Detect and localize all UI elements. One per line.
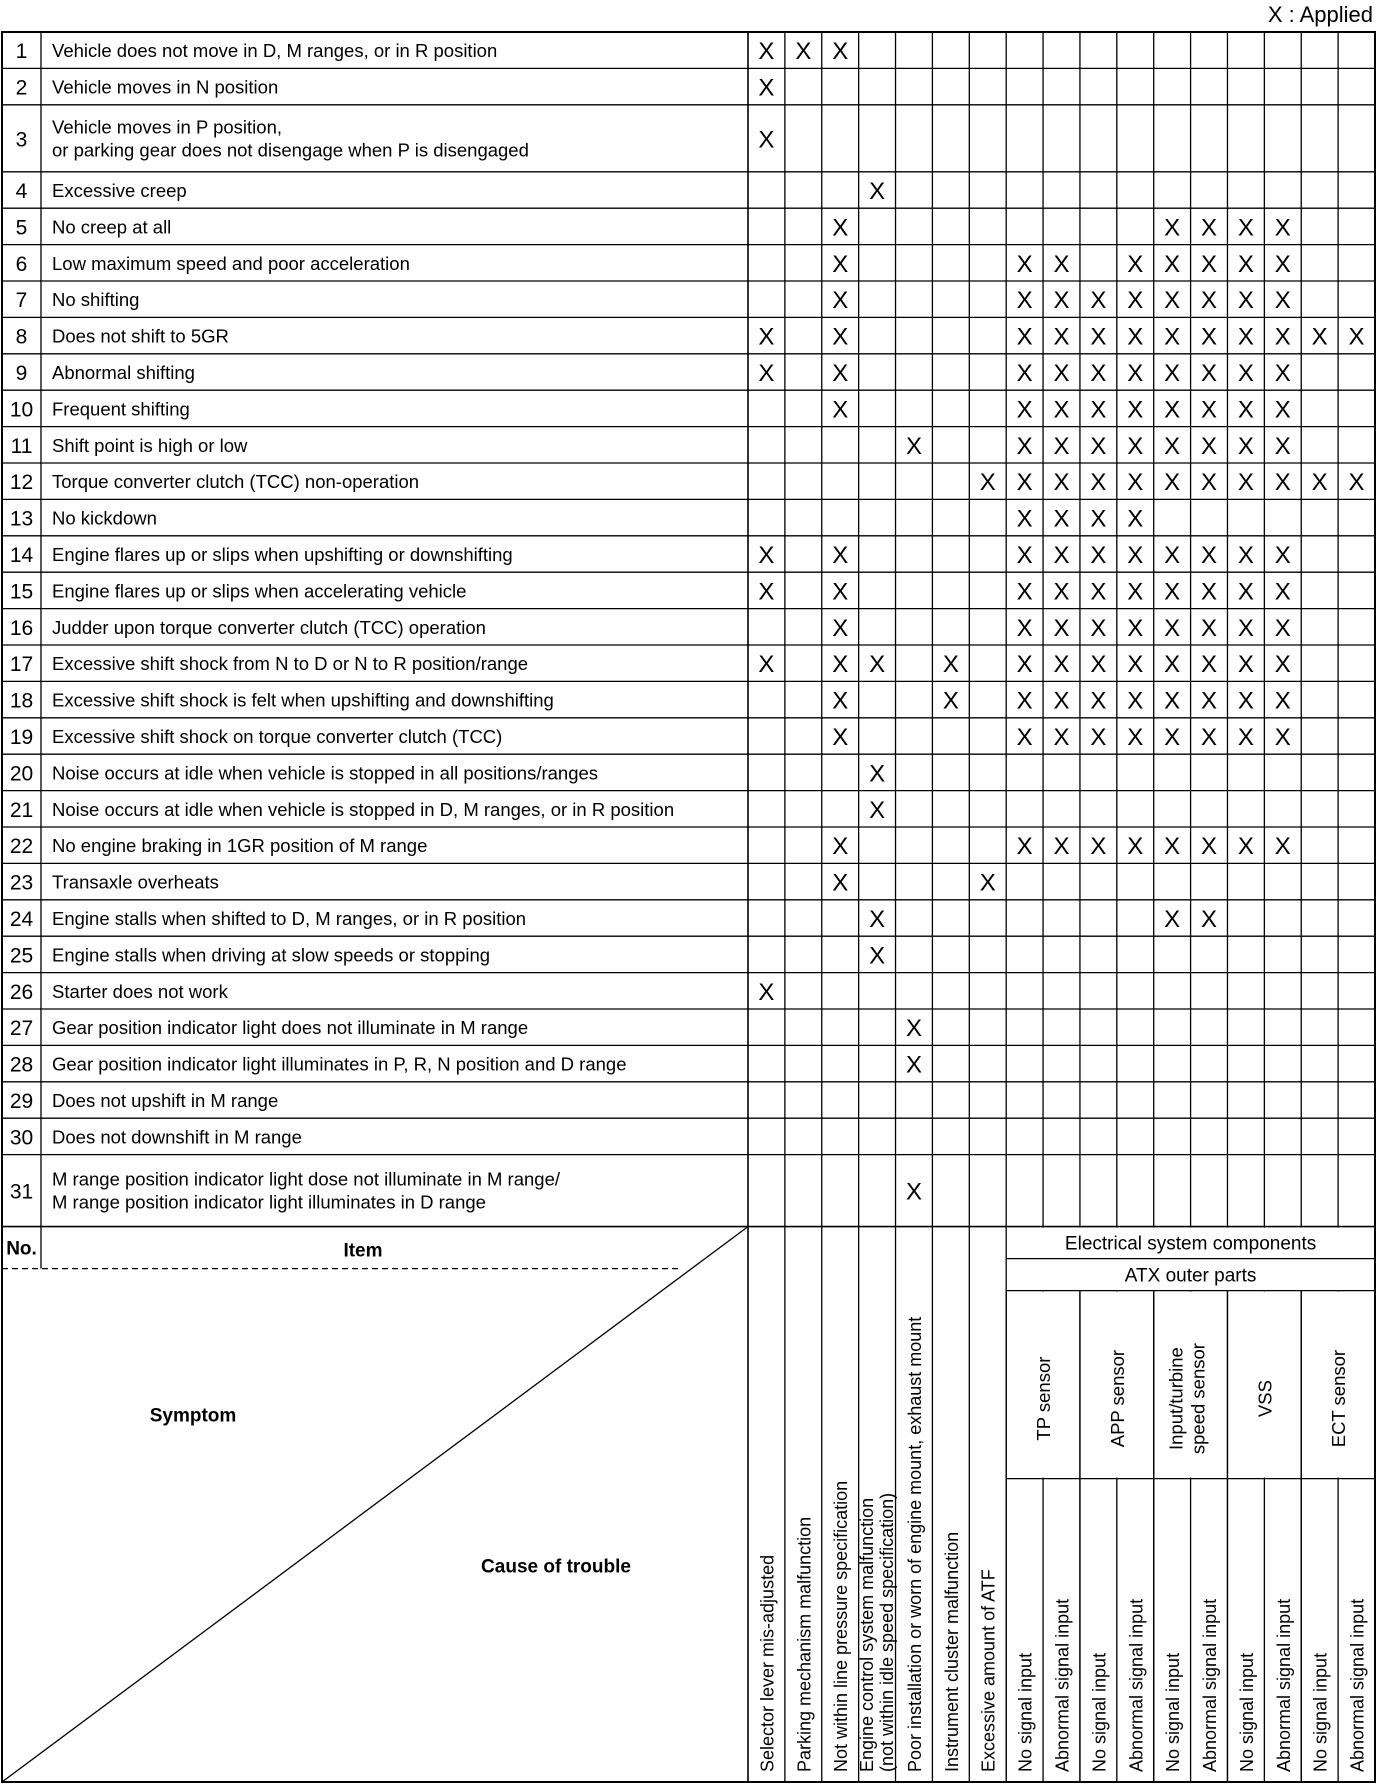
symptom-text: M range position indicator light dose not illuminate in M range/ — [52, 1168, 561, 1190]
applied-mark: X — [1090, 687, 1107, 715]
applied-mark: X — [1127, 505, 1144, 533]
applied-mark: X — [1016, 250, 1033, 278]
symptom-text: No shifting — [52, 289, 140, 311]
symptom-text: Engine flares up or slips when upshifting or downshifting — [52, 544, 513, 565]
applied-mark: X — [1201, 906, 1218, 933]
applied-mark: X — [1237, 396, 1254, 424]
row-number: 8 — [15, 325, 28, 349]
applied-mark: X — [1016, 651, 1033, 679]
applied-mark: X — [1053, 687, 1070, 715]
applied-mark: X — [1016, 542, 1033, 569]
applied-mark: X — [758, 126, 775, 154]
applied-mark: X — [1201, 432, 1218, 460]
applied-mark: X — [1127, 578, 1144, 606]
applied-mark: X — [1237, 724, 1254, 751]
legend-applied: X : Applied — [1267, 2, 1373, 27]
applied-mark: X — [1127, 687, 1144, 715]
applied-mark: X — [832, 869, 849, 897]
applied-mark: X — [1090, 469, 1107, 497]
applied-mark: X — [1237, 651, 1254, 679]
applied-mark: X — [869, 760, 886, 788]
applied-mark: X — [1164, 469, 1181, 497]
applied-mark: X — [1127, 396, 1144, 424]
applied-mark: X — [1053, 469, 1070, 497]
row-number: 30 — [9, 1126, 34, 1150]
applied-mark: X — [1016, 360, 1033, 387]
applied-mark: X — [869, 178, 886, 205]
row-number: 17 — [9, 653, 34, 677]
applied-mark: X — [1201, 833, 1218, 861]
applied-mark: X — [942, 651, 959, 679]
row-number: 20 — [9, 762, 34, 786]
applied-mark: X — [1274, 250, 1291, 278]
applied-mark: X — [1090, 396, 1107, 424]
cause-column-label: Engine control system malfunction — [857, 1497, 878, 1772]
symptom-text: Vehicle does not move in D, M ranges, or in R position — [52, 40, 498, 62]
applied-mark: X — [832, 287, 849, 315]
applied-mark: X — [1090, 578, 1107, 606]
applied-mark: X — [1237, 432, 1254, 460]
sensor-label: ECT sensor — [1328, 1349, 1350, 1448]
applied-mark: X — [832, 38, 849, 66]
applied-mark: X — [1237, 614, 1254, 642]
applied-mark: X — [1201, 469, 1218, 497]
applied-mark: X — [1016, 687, 1033, 715]
symptom-text: Transaxle overheats — [52, 871, 219, 893]
header-electrical-group: Electrical system components — [1064, 1233, 1317, 1255]
symptom-text: Vehicle moves in P position, — [52, 116, 283, 138]
header-item: Item — [343, 1240, 383, 1262]
applied-mark: X — [1164, 906, 1181, 933]
applied-mark: X — [1127, 469, 1144, 497]
sensor-label: speed sensor — [1187, 1343, 1209, 1455]
row-number: 31 — [9, 1180, 34, 1204]
applied-mark: X — [832, 724, 849, 751]
header-no: No. — [6, 1238, 37, 1260]
row-number: 1 — [15, 40, 28, 64]
applied-mark: X — [1348, 469, 1365, 497]
applied-mark: X — [1053, 651, 1070, 679]
symptom-text: M range position indicator light illuminates in D range — [52, 1191, 486, 1213]
row-number: 4 — [15, 180, 28, 203]
symptom-text: Noise occurs at idle when vehicle is stopped in all positions/ranges — [52, 762, 599, 784]
applied-mark: X — [1237, 360, 1254, 387]
applied-mark: X — [1274, 214, 1291, 242]
row-number: 22 — [9, 835, 34, 859]
applied-mark: X — [1237, 323, 1254, 351]
applied-mark: X — [1274, 724, 1291, 751]
cause-column-label: Abnormal signal input — [1347, 1598, 1368, 1772]
applied-mark: X — [1164, 687, 1181, 715]
cause-column-label: Excessive amount of ATF — [978, 1569, 999, 1772]
symptom-text: Vehicle moves in N position — [52, 76, 279, 98]
applied-mark: X — [1164, 214, 1181, 242]
applied-mark: X — [1201, 323, 1218, 351]
applied-mark: X — [869, 906, 886, 933]
applied-mark: X — [1016, 396, 1033, 424]
applied-mark: X — [1053, 396, 1070, 424]
applied-mark: X — [1090, 833, 1107, 861]
symptom-text: Does not downshift in M range — [52, 1126, 302, 1148]
applied-mark: X — [1311, 469, 1328, 497]
applied-mark: X — [1164, 323, 1181, 351]
symptom-text: Excessive shift shock on torque converter clutch (TCC) — [52, 726, 503, 747]
applied-mark: X — [1053, 250, 1070, 278]
applied-mark: X — [832, 323, 849, 351]
applied-mark: X — [1201, 614, 1218, 642]
applied-mark: X — [905, 1015, 922, 1043]
applied-mark: X — [1164, 724, 1181, 751]
applied-mark: X — [1201, 360, 1218, 387]
applied-mark: X — [1201, 287, 1218, 315]
symptom-text: Excessive shift shock is felt when upshifting and downshifting — [52, 689, 554, 711]
applied-mark: X — [795, 38, 812, 66]
symptom-text: Abnormal shifting — [52, 362, 195, 383]
cause-column-label: No signal input — [1163, 1652, 1184, 1772]
symptom-text: Shift point is high or low — [52, 434, 248, 456]
symptom-text: Torque converter clutch (TCC) non-operation — [52, 471, 420, 493]
applied-mark: X — [1053, 614, 1070, 642]
applied-mark: X — [1201, 687, 1218, 715]
symptom-text: Does not upshift in M range — [52, 1090, 279, 1111]
applied-mark: X — [1090, 614, 1107, 642]
cause-column-label: No signal input — [1236, 1652, 1257, 1772]
symptom-text: No creep at all — [52, 216, 172, 238]
applied-mark: X — [1237, 250, 1254, 278]
applied-mark: X — [1274, 833, 1291, 861]
applied-mark: X — [979, 469, 996, 497]
applied-mark: X — [869, 651, 886, 679]
cause-column-label: No signal input — [1015, 1652, 1036, 1772]
applied-mark: X — [1237, 214, 1254, 242]
cause-column-label: Abnormal signal input — [1052, 1598, 1073, 1772]
applied-mark: X — [758, 651, 775, 679]
applied-mark: X — [1090, 542, 1107, 569]
applied-mark: X — [758, 323, 775, 351]
applied-mark: X — [1237, 469, 1254, 497]
cause-column-label: Instrument cluster malfunction — [941, 1531, 962, 1772]
applied-mark: X — [869, 942, 886, 970]
applied-mark: X — [758, 360, 775, 387]
applied-mark: X — [1090, 323, 1107, 351]
applied-mark: X — [1127, 614, 1144, 642]
applied-mark: X — [1053, 724, 1070, 751]
sensor-label: VSS — [1254, 1380, 1276, 1418]
applied-mark: X — [1164, 360, 1181, 387]
cause-column-label: Selector lever mis-adjusted — [757, 1554, 778, 1772]
applied-mark: X — [1127, 833, 1144, 861]
applied-mark: X — [905, 1178, 922, 1206]
sensor-label: TP sensor — [1033, 1356, 1055, 1441]
row-number: 10 — [9, 398, 34, 422]
symptom-text: Does not shift to 5GR — [52, 325, 229, 347]
applied-mark: X — [1127, 250, 1144, 278]
applied-mark: X — [1201, 214, 1218, 242]
symptom-text: Noise occurs at idle when vehicle is stopped in D, M ranges, or in R position — [52, 798, 675, 820]
applied-mark: X — [1090, 360, 1107, 387]
row-number: 26 — [9, 980, 34, 1004]
symptom-text: Gear position indicator light does not illuminate in M range — [52, 1017, 529, 1039]
applied-mark: X — [1053, 360, 1070, 387]
applied-mark: X — [1090, 724, 1107, 751]
diagonal-divider — [2, 1227, 748, 1782]
applied-mark: X — [1016, 287, 1033, 315]
symptom-text: Gear position indicator light illuminates in P, R, N position and D range — [52, 1053, 627, 1075]
applied-mark: X — [1274, 651, 1291, 679]
applied-mark: X — [1237, 287, 1254, 315]
row-number: 3 — [15, 128, 28, 152]
symptom-text: Engine flares up or slips when accelerating vehicle — [52, 580, 467, 602]
applied-mark: X — [1053, 578, 1070, 606]
cause-column-label: Abnormal signal input — [1273, 1598, 1294, 1772]
applied-mark: X — [1201, 542, 1218, 569]
applied-mark: X — [832, 250, 849, 278]
applied-mark: X — [1053, 542, 1070, 569]
applied-mark: X — [758, 38, 775, 66]
applied-mark: X — [1348, 323, 1365, 351]
applied-mark: X — [1274, 323, 1291, 351]
applied-mark: X — [1164, 833, 1181, 861]
header-symptom: Symptom — [149, 1405, 237, 1427]
applied-mark: X — [1090, 287, 1107, 315]
symptom-text: Frequent shifting — [52, 398, 190, 420]
applied-mark: X — [1090, 432, 1107, 460]
row-number: 12 — [9, 471, 34, 495]
applied-mark: X — [1164, 542, 1181, 569]
applied-mark: X — [1090, 651, 1107, 679]
row-number: 14 — [9, 544, 34, 567]
cause-column-label: Parking mechanism malfunction — [794, 1516, 815, 1772]
row-number: 13 — [9, 507, 34, 531]
applied-mark: X — [869, 796, 886, 824]
row-number: 16 — [9, 616, 34, 640]
row-number: 2 — [15, 76, 28, 100]
applied-mark: X — [1237, 687, 1254, 715]
applied-mark: X — [1016, 833, 1033, 861]
symptom-text: Judder upon torque converter clutch (TCC) operation — [52, 616, 486, 638]
cause-column-label: Poor installation or worn of engine mount, exhaust mount — [904, 1316, 925, 1772]
applied-mark: X — [1164, 578, 1181, 606]
row-number: 11 — [10, 434, 33, 458]
applied-mark: X — [1164, 287, 1181, 315]
row-number: 24 — [9, 908, 34, 931]
cause-column-label: No signal input — [1089, 1652, 1110, 1772]
symptom-text: Engine stalls when shifted to D, M ranges, or in R position — [52, 908, 527, 929]
applied-mark: X — [1237, 578, 1254, 606]
applied-mark: X — [1164, 651, 1181, 679]
applied-mark: X — [1274, 614, 1291, 642]
applied-mark: X — [1311, 323, 1328, 351]
row-number: 19 — [9, 726, 34, 749]
row-number: 18 — [9, 689, 34, 713]
applied-mark: X — [832, 651, 849, 679]
applied-mark: X — [1164, 432, 1181, 460]
row-number: 29 — [9, 1090, 34, 1113]
applied-mark: X — [1090, 505, 1107, 533]
applied-mark: X — [1164, 396, 1181, 424]
applied-mark: X — [1053, 287, 1070, 315]
applied-mark: X — [832, 578, 849, 606]
applied-mark: X — [758, 542, 775, 569]
applied-mark: X — [942, 687, 959, 715]
row-number: 23 — [9, 871, 34, 895]
applied-mark: X — [905, 1051, 922, 1079]
applied-mark: X — [1237, 833, 1254, 861]
applied-mark: X — [1127, 432, 1144, 460]
applied-mark: X — [979, 869, 996, 897]
applied-mark: X — [1016, 724, 1033, 751]
applied-mark: X — [1016, 505, 1033, 533]
applied-mark: X — [1053, 833, 1070, 861]
applied-mark: X — [1274, 542, 1291, 569]
applied-mark: X — [1201, 396, 1218, 424]
applied-mark: X — [1127, 724, 1144, 751]
row-number: 25 — [9, 944, 34, 968]
row-number: 9 — [15, 362, 28, 385]
applied-mark: X — [1016, 323, 1033, 351]
applied-mark: X — [1053, 323, 1070, 351]
symptom-text: Engine stalls when driving at slow speeds or stopping — [52, 944, 491, 966]
applied-mark: X — [1274, 360, 1291, 387]
row-number: 21 — [9, 798, 34, 822]
applied-mark: X — [832, 614, 849, 642]
applied-mark: X — [1201, 250, 1218, 278]
applied-mark: X — [1274, 396, 1291, 424]
symptom-text: Starter does not work — [52, 980, 228, 1002]
row-number: 27 — [9, 1017, 34, 1041]
applied-mark: X — [1274, 432, 1291, 460]
applied-mark: X — [1053, 505, 1070, 533]
applied-mark: X — [1127, 287, 1144, 315]
cause-column-label: No signal input — [1310, 1652, 1331, 1772]
symptom-text: Excessive shift shock from N to D or N to R position/range — [52, 653, 529, 675]
applied-mark: X — [1201, 724, 1218, 751]
sensor-label: APP sensor — [1106, 1349, 1128, 1448]
applied-mark: X — [905, 432, 922, 460]
applied-mark: X — [1274, 469, 1291, 497]
cause-column-label: (not within idle speed specification) — [877, 1492, 898, 1772]
applied-mark: X — [1127, 542, 1144, 569]
row-number: 28 — [9, 1053, 34, 1077]
applied-mark: X — [832, 396, 849, 424]
applied-mark: X — [1016, 432, 1033, 460]
symptom-text: or parking gear does not disengage when P is disengaged — [52, 139, 529, 161]
row-number: 7 — [15, 289, 28, 313]
header-cause: Cause of trouble — [481, 1556, 631, 1578]
symptom-text: No engine braking in 1GR position of M range — [52, 835, 428, 857]
applied-mark: X — [1201, 651, 1218, 679]
row-number: 15 — [9, 580, 34, 604]
applied-mark: X — [1274, 287, 1291, 315]
applied-mark: X — [758, 74, 775, 102]
sensor-label: Input/turbine — [1165, 1347, 1187, 1451]
applied-mark: X — [1016, 614, 1033, 642]
applied-mark: X — [1201, 578, 1218, 606]
applied-mark: X — [1274, 687, 1291, 715]
applied-mark: X — [832, 542, 849, 569]
applied-mark: X — [758, 578, 775, 606]
row-number: 5 — [15, 216, 28, 240]
applied-mark: X — [758, 978, 775, 1006]
applied-mark: X — [1127, 651, 1144, 679]
cause-column-label: Abnormal signal input — [1126, 1598, 1147, 1772]
applied-mark: X — [832, 833, 849, 861]
applied-mark: X — [1016, 578, 1033, 606]
row-number: 6 — [15, 252, 28, 276]
symptom-text: Low maximum speed and poor acceleration — [52, 252, 410, 274]
applied-mark: X — [1127, 323, 1144, 351]
cause-column-label: Abnormal signal input — [1200, 1598, 1221, 1772]
cause-column-label: Not within line pressure specification — [831, 1480, 852, 1772]
applied-mark: X — [832, 687, 849, 715]
applied-mark: X — [1274, 578, 1291, 606]
applied-mark: X — [1127, 360, 1144, 387]
applied-mark: X — [832, 360, 849, 387]
symptom-text: Excessive creep — [52, 180, 187, 201]
symptom-text: No kickdown — [52, 507, 157, 529]
applied-mark: X — [1016, 469, 1033, 497]
header-atx-group: ATX outer parts — [1124, 1265, 1257, 1287]
applied-mark: X — [1053, 432, 1070, 460]
applied-mark: X — [1237, 542, 1254, 569]
applied-mark: X — [832, 214, 849, 242]
applied-mark: X — [1164, 614, 1181, 642]
applied-mark: X — [1164, 250, 1181, 278]
